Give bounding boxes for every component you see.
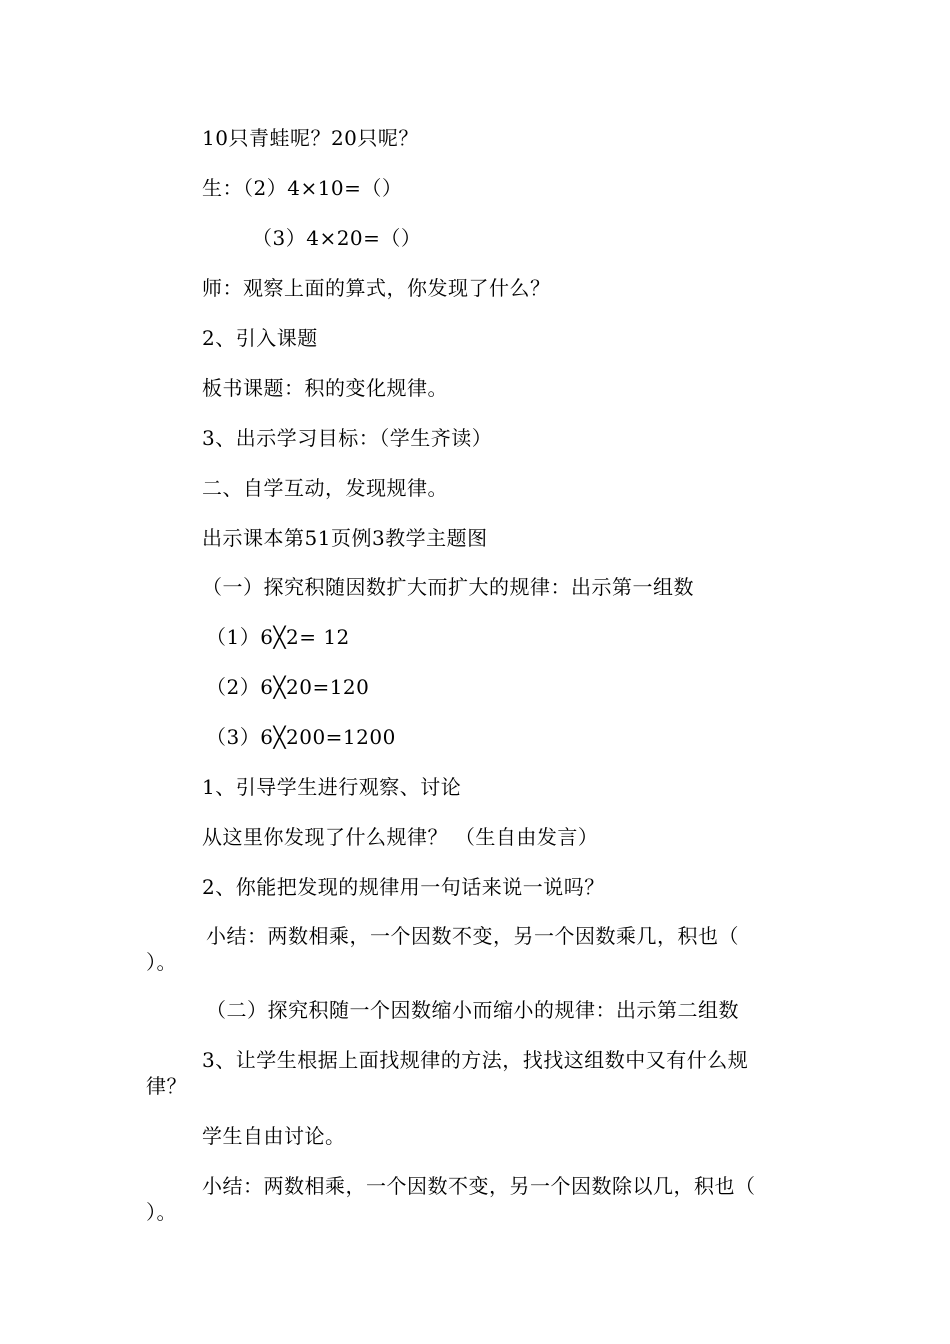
text-line-find-rule: 3、让学生根据上面找规律的方法，找找这组数中又有什么规 (202, 1048, 749, 1072)
text-line-student-answer-2: 生：（2）4×10=（） (202, 176, 403, 200)
text-line-equation-1: （1）6╳2= 12 (206, 625, 350, 649)
text-line-summary-1-end: ）。 (146, 950, 177, 974)
text-line-learning-goals: 3、出示学习目标：（学生齐读） (202, 426, 493, 450)
text-line-find-rule-end: 律？ (146, 1074, 187, 1098)
text-line-frogs-question: 10只青蛙呢？20只呢？ (202, 126, 419, 150)
text-line-discover-rule: 从这里你发现了什么规律？ （生自由发言） (202, 825, 599, 849)
text-line-equation-2: （2）6╳20=120 (206, 675, 370, 699)
text-line-guide-observe: 1、引导学生进行观察、讨论 (202, 775, 462, 799)
text-line-summary-2-end: ）。 (146, 1200, 177, 1224)
text-line-explain-rule: 2、你能把发现的规律用一句话来说一说吗？ (202, 875, 605, 899)
text-line-textbook-page: 出示课本第51页例3教学主题图 (202, 526, 488, 550)
text-line-equation-3: （3）6╳200=1200 (206, 725, 396, 749)
text-line-free-discussion: 学生自由讨论。 (202, 1124, 346, 1148)
text-line-introduce-topic: 2、引入课题 (202, 326, 318, 350)
text-line-answer-3: （3）4×20=（） (252, 226, 422, 250)
text-line-summary-1: 小结：两数相乘，一个因数不变，另一个因数乘几，积也（ (206, 924, 739, 948)
text-line-summary-2: 小结：两数相乘，一个因数不变，另一个因数除以几，积也（ (202, 1174, 756, 1198)
text-line-teacher-observe: 师：观察上面的算式，你发现了什么？ (202, 276, 551, 300)
text-line-explore-one: （一）探究积随因数扩大而扩大的规律：出示第一组数 (202, 575, 694, 599)
text-line-explore-two: （二）探究积随一个因数缩小而缩小的规律：出示第二组数 (206, 998, 739, 1022)
text-line-board-title: 板书课题：积的变化规律。 (202, 376, 448, 400)
text-line-section-two: 二、自学互动，发现规律。 (202, 476, 448, 500)
